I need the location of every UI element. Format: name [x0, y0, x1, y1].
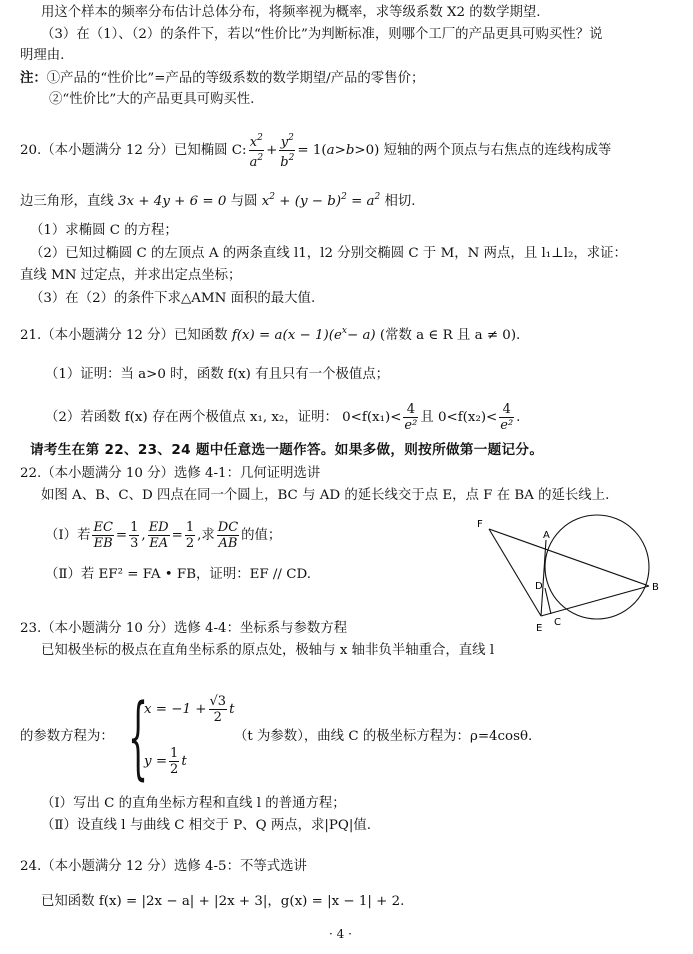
- note-item: ①产品的“性价比”=产品的等级系数的数学期望/产品的零售价；: [46, 71, 425, 86]
- q20-label: 20.（本小题满分 12 分）已知椭圆 C:: [20, 143, 247, 158]
- page-number: · 4 ·: [329, 927, 352, 941]
- exam-notice: 请考生在第 22、23、24 题中任意选一题作答。如果多做，则按所做第一题记分。: [30, 442, 544, 458]
- parametric-system: [128, 685, 238, 790]
- function: f(x) = a(x − 1)(e: [231, 328, 342, 343]
- text: （Ⅰ）若: [45, 528, 91, 543]
- q21-part: （1）证明：当 a>0 时，函数 f(x) 有且只有一个极值点；: [45, 367, 390, 382]
- fraction: [185, 520, 195, 551]
- label-d: D: [535, 581, 543, 592]
- fraction: [169, 746, 179, 777]
- text: x = −1 +: [144, 702, 207, 717]
- text: 且 0<f(x₂)<: [420, 410, 498, 425]
- numerator: 1: [130, 520, 139, 535]
- circle-equation: $x^2 + (y - b)^2 = a^2$: [261, 192, 381, 209]
- q20-text: 短轴的两个顶点与右焦点的连线构成等: [383, 143, 612, 158]
- q20-part: （1）求椭圆 C 的方程；: [30, 223, 178, 238]
- q20-part: （3）在（2）的条件下求△AMN 面积的最大值.: [30, 291, 316, 306]
- fraction: [148, 520, 170, 551]
- text: t: [229, 702, 235, 717]
- text: 边三角形，直线: [20, 194, 114, 209]
- denominator: 3: [130, 536, 139, 551]
- q24-text: 已知函数 f(x) = |2x − a| + |2x + 3|，g(x) = |x − 1| + 2.: [41, 894, 405, 909]
- fraction: [209, 694, 228, 725]
- line-ae: [541, 540, 546, 616]
- q23-param-tail: （t 为参数），曲线 C 的极坐标方程为：ρ=4cosθ.: [234, 729, 533, 744]
- brace: {: [128, 685, 149, 790]
- y-equation: [144, 746, 187, 777]
- q21-heading: 21.（本小题满分 12 分）已知函数 $f(x) = a(x - 1)(e^x- a)$ (常数 a ∈ R 且 a ≠ 0).: [20, 326, 521, 343]
- denominator: 2: [170, 762, 179, 777]
- q23-heading: 23.（本小题满分 10 分）选修 4-4：坐标系与参数方程: [20, 621, 348, 636]
- text-line: 用这个样本的频率分布估计总体分布，将频率视为概率，求等级系数 X2 的数学期望.: [41, 5, 541, 20]
- text: ,求: [197, 528, 215, 543]
- text: 与圆: [230, 194, 258, 209]
- fraction: $\frac{y^2}{b^2}$: [280, 133, 295, 170]
- denominator: AB: [218, 536, 238, 551]
- text: 0<f(x₁)<: [342, 410, 402, 425]
- fraction: $\frac{x^2}{a^2}$: [249, 133, 264, 170]
- x-equation: [144, 694, 234, 725]
- q22-text: 如图 A、B、C、D 四点在同一个圆上，BC 与 AD 的延长线交于点 E，点 F 在 BA 的延长线上.: [41, 488, 610, 503]
- label-f: F: [477, 519, 483, 530]
- note-line: [20, 69, 424, 88]
- numerator: 4: [499, 402, 514, 418]
- denominator: EA: [149, 536, 169, 551]
- line-fb: [489, 529, 649, 586]
- condition: (常数 a ∈ R 且 a ≠ 0).: [379, 328, 521, 343]
- fraction: [403, 402, 418, 433]
- numerator: 1: [185, 520, 195, 535]
- q20-part: 直线 MN 过定点，并求出定点坐标；: [20, 268, 242, 283]
- label-e: E: [536, 623, 543, 634]
- q23-part: （Ⅱ）设直线 l 与曲线 C 相交于 P、Q 两点，求|PQ|值.: [41, 818, 372, 833]
- line-dc: [545, 588, 551, 614]
- denominator: e²: [500, 418, 514, 433]
- q20-part: （2）已知过椭圆 C 的左顶点 A 的两条直线 l1，l2 分别交椭圆 C 于 M，N 两点，且 l₁⊥l₂，求证：: [30, 246, 627, 261]
- q23-text: 已知极坐标的极点在直角坐标系的原点处，极轴与 x 轴非负半轴重合，直线 l: [41, 643, 495, 658]
- text: y =: [144, 754, 168, 769]
- q20-line: [20, 188, 416, 211]
- geometry-figure: [474, 513, 670, 639]
- fraction: [129, 520, 139, 551]
- numerator: √3: [209, 694, 227, 709]
- numerator: DC: [217, 520, 239, 535]
- numerator: 1: [170, 746, 179, 761]
- text: .: [516, 410, 521, 425]
- text: 相切.: [384, 194, 416, 209]
- text: t: [181, 754, 187, 769]
- fraction: [499, 402, 514, 433]
- equation: 3x + 4y + 6 = 0: [118, 194, 227, 209]
- numerator: EC: [93, 520, 113, 535]
- function: − a): [346, 328, 376, 343]
- denominator: 2: [213, 710, 222, 725]
- denominator: 2: [185, 536, 195, 551]
- q24-heading: 24.（本小题满分 12 分）选修 4-5：不等式选讲: [20, 859, 307, 874]
- denominator: EB: [93, 536, 113, 551]
- q21-part: [45, 402, 520, 433]
- label-b: B: [652, 582, 659, 593]
- text: （2）若函数 f(x) 存在两个极值点 x₁, x₂，证明：: [45, 410, 338, 425]
- label-a: A: [543, 530, 550, 541]
- q20-heading: 20.（本小题满分 12 分）已知椭圆 C: $\frac{x^2}{a^2}$ + $\frac{y^2}{b^2}$ = 1(a>b>0) 短轴的两个顶点与右焦点的连线构成等: [20, 133, 612, 170]
- denominator: e²: [404, 418, 418, 433]
- numerator: 4: [403, 402, 418, 418]
- note-label: 注：: [20, 70, 47, 86]
- text-line: （3）在（1）、（2）的条件下，若以“性价比”为判断标准，则哪个工厂的产品更具可购买性？说: [41, 27, 603, 42]
- line-fe: [489, 529, 541, 616]
- q22-heading: 22.（本小题满分 10 分）选修 4-1：几何证明选讲: [20, 466, 321, 481]
- text-line: 明理由.: [20, 48, 65, 63]
- label-c: C: [554, 617, 561, 628]
- fraction: [217, 520, 239, 551]
- q22-part: （Ⅱ）若 EF² = FA • FB，证明：EF // CD.: [45, 567, 311, 582]
- q22-part: （Ⅰ）若 $\frac{EC}{EB}$ = $\frac{1}{3}$ , $\frac{ED}{EA}$ = $\frac{1}{2}$ ,求 $\frac{DC}{AB}$ 的值；: [45, 520, 282, 551]
- fraction: [92, 520, 113, 551]
- text: 的值；: [241, 528, 282, 543]
- note-line: ②“性价比”大的产品更具可购买性.: [49, 92, 255, 107]
- numerator: ED: [148, 520, 169, 535]
- q23-param-label: 的参数方程为：: [20, 729, 114, 744]
- q23-part: （Ⅰ）写出 C 的直角坐标方程和直线 l 的普通方程；: [41, 796, 346, 811]
- text: 21.（本小题满分 12 分）已知函数: [20, 328, 228, 343]
